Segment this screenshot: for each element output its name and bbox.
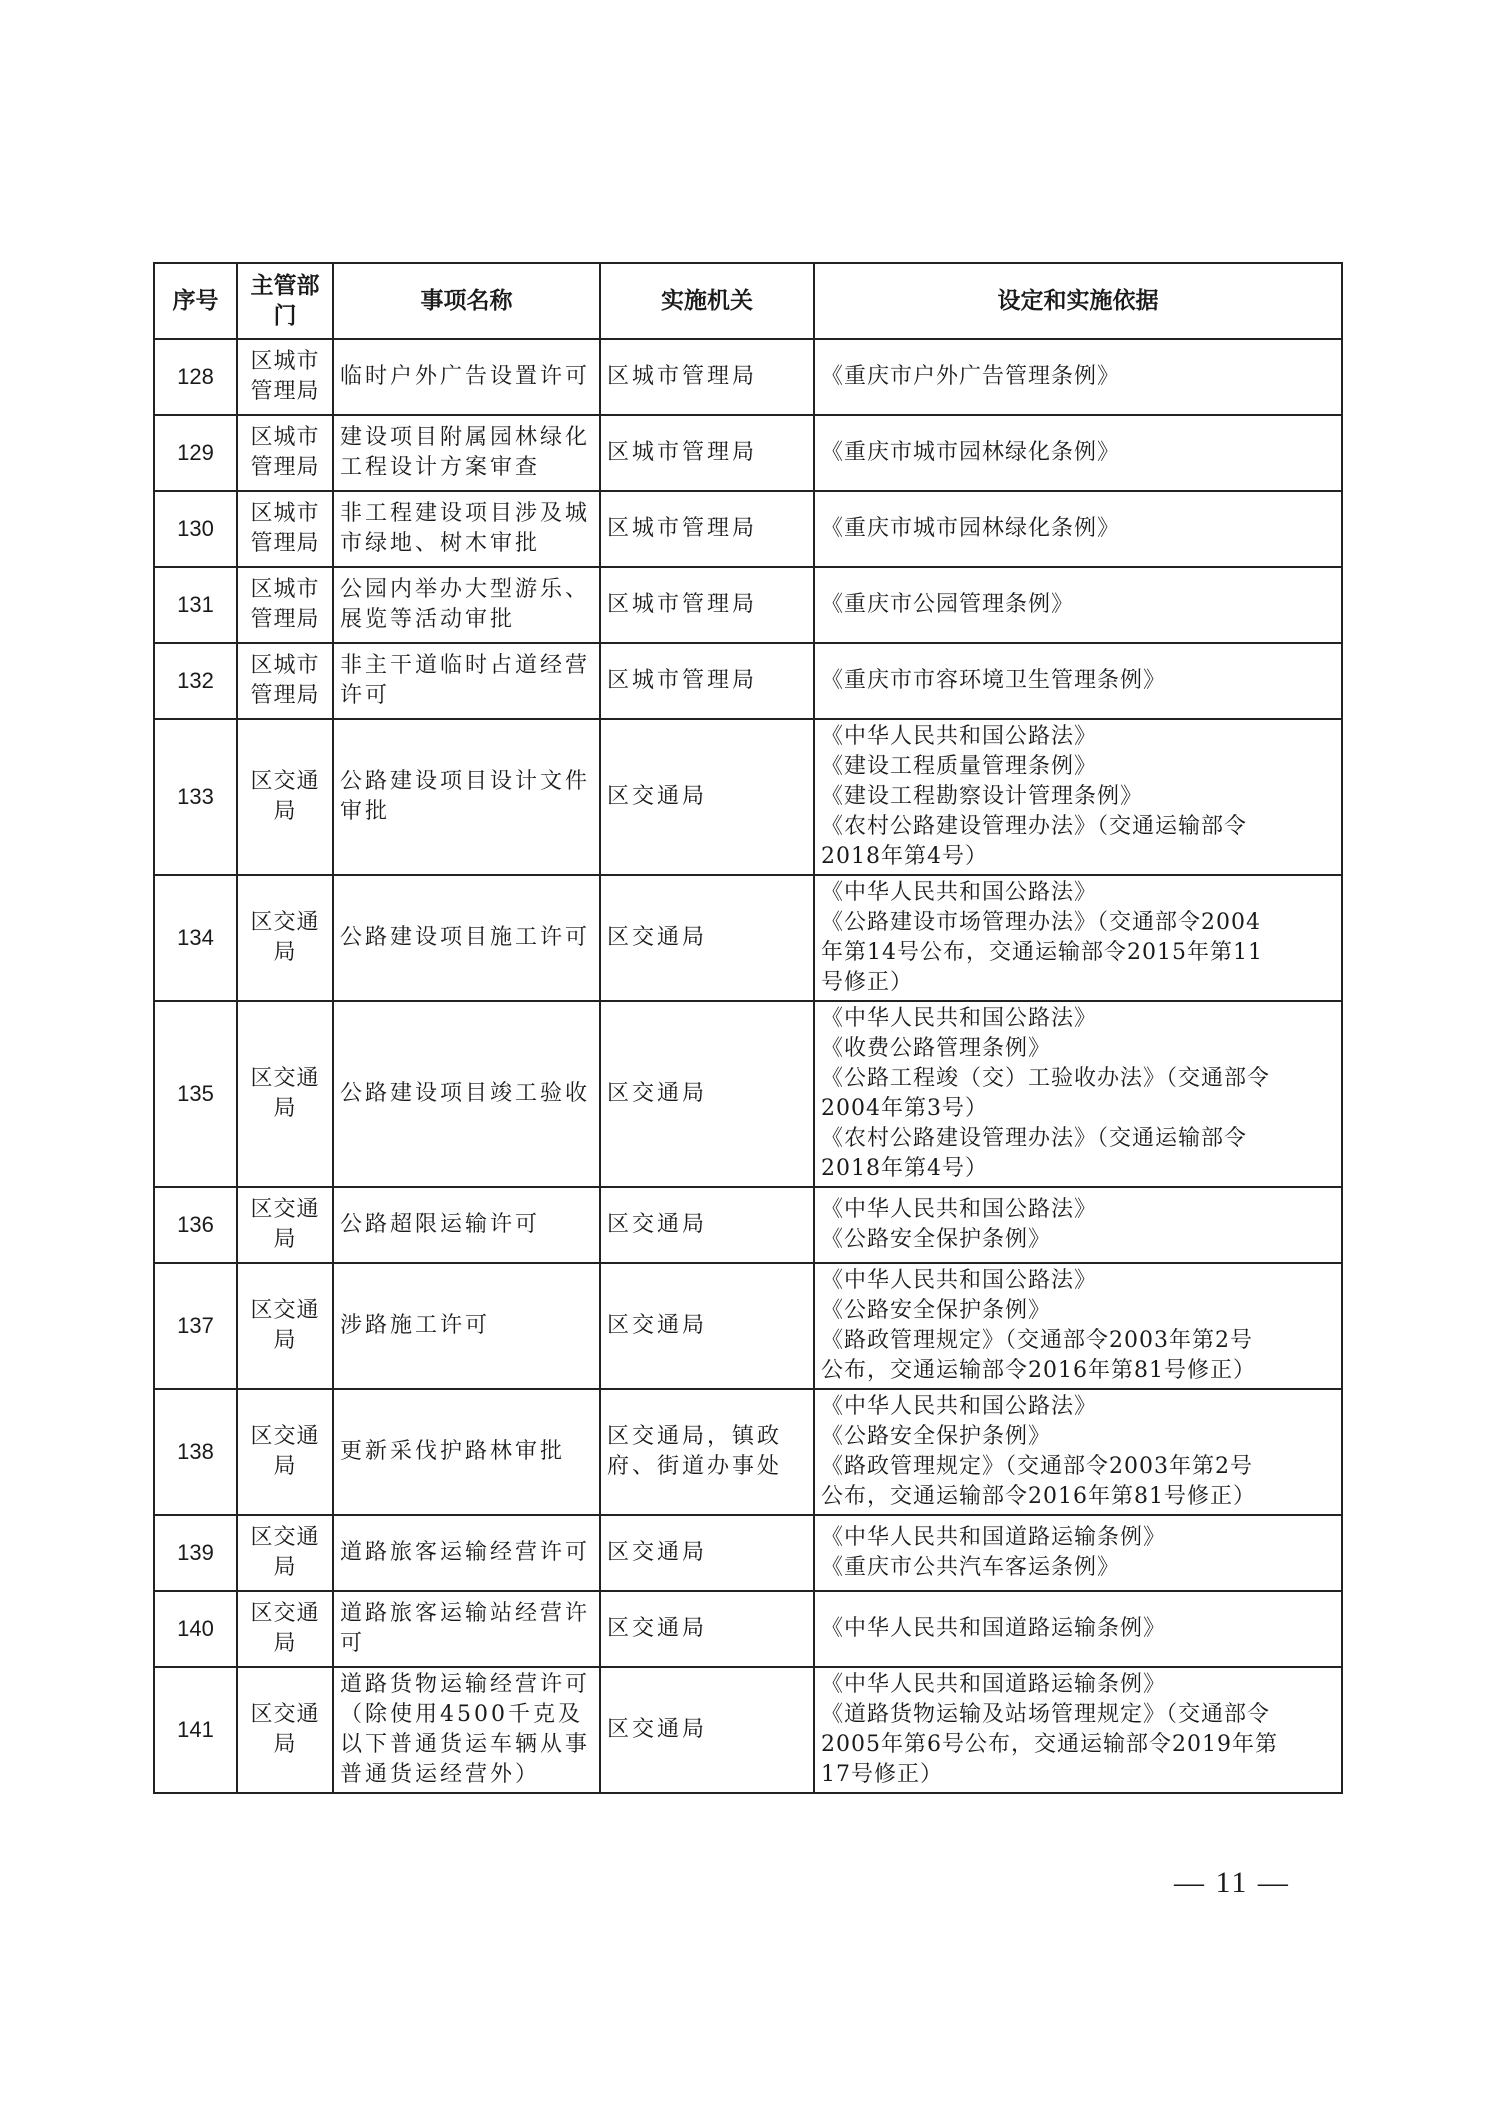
header-agency: 实施机关 <box>600 263 814 339</box>
basis-line: 号修正） <box>821 970 914 995</box>
basis-line: 《中华人民共和国公路法》 <box>821 1268 1098 1293</box>
row-number: 132 <box>154 643 237 719</box>
table-row <box>154 719 1342 875</box>
row-agency: 区交通局 <box>600 1187 814 1263</box>
row-number: 131 <box>154 567 237 643</box>
row-number: 129 <box>154 415 237 491</box>
basis-line: 《重庆市城市园林绿化条例》 <box>821 440 1121 465</box>
row-basis <box>814 1263 1342 1389</box>
row-number: 137 <box>154 1263 237 1389</box>
table-row <box>154 1667 1342 1793</box>
basis-line: 《公路建设市场管理办法》（交通部令2004 <box>821 910 1261 935</box>
table-row <box>154 567 1342 643</box>
row-department: 区交通局 <box>237 1591 333 1667</box>
row-number: 139 <box>154 1515 237 1591</box>
table-row <box>154 1591 1342 1667</box>
row-basis <box>814 415 1342 491</box>
basis-line: 《中华人民共和国公路法》 <box>821 880 1098 905</box>
basis-line: 《公路工程竣（交）工验收办法》（交通部令 <box>821 1066 1271 1091</box>
row-basis <box>814 1515 1342 1591</box>
table-row <box>154 875 1342 1001</box>
table-row <box>154 1001 1342 1187</box>
row-department: 区交通局 <box>237 1187 333 1263</box>
basis-line: 公布，交通运输部令2016年第81号修正） <box>821 1358 1256 1383</box>
header-basis: 设定和实施依据 <box>814 263 1342 339</box>
basis-line: 2005年第6号公布，交通运输部令2019年第 <box>821 1732 1278 1757</box>
row-agency: 区交通局 <box>600 1001 814 1187</box>
basis-line: 《重庆市城市园林绿化条例》 <box>821 516 1121 541</box>
basis-line: 《建设工程质量管理条例》 <box>821 754 1098 779</box>
basis-line: 《公路安全保护条例》 <box>821 1424 1052 1449</box>
row-number: 128 <box>154 339 237 415</box>
row-item-name: 涉路施工许可 <box>333 1263 600 1389</box>
basis-line: 《中华人民共和国公路法》 <box>821 1197 1098 1222</box>
table-row <box>154 643 1342 719</box>
basis-line: 《道路货物运输及站场管理规定》（交通部令 <box>821 1702 1271 1727</box>
row-basis <box>814 719 1342 875</box>
row-agency: 区城市管理局 <box>600 491 814 567</box>
row-item-name: 非主干道临时占道经营许可 <box>333 643 600 719</box>
row-number: 135 <box>154 1001 237 1187</box>
table-row <box>154 1263 1342 1389</box>
row-department: 区交通局 <box>237 719 333 875</box>
row-number: 140 <box>154 1591 237 1667</box>
row-item-name: 公路超限运输许可 <box>333 1187 600 1263</box>
row-department: 区交通局 <box>237 1389 333 1515</box>
row-basis <box>814 1389 1342 1515</box>
row-basis <box>814 567 1342 643</box>
basis-line: 公布，交通运输部令2016年第81号修正） <box>821 1484 1256 1509</box>
basis-line: 《建设工程勘察设计管理条例》 <box>821 784 1144 809</box>
basis-line: 《中华人民共和国道路运输条例》 <box>821 1616 1167 1641</box>
basis-line: 《农村公路建设管理办法》（交通运输部令 <box>821 814 1248 839</box>
basis-line: 2004年第3号） <box>821 1096 988 1121</box>
row-agency: 区城市管理局 <box>600 567 814 643</box>
row-agency: 区交通局 <box>600 1667 814 1793</box>
basis-line: 《收费公路管理条例》 <box>821 1036 1052 1061</box>
row-number: 134 <box>154 875 237 1001</box>
row-number: 138 <box>154 1389 237 1515</box>
row-basis <box>814 1667 1342 1793</box>
row-number: 136 <box>154 1187 237 1263</box>
row-department: 区交通局 <box>237 1515 333 1591</box>
basis-line: 《重庆市公园管理条例》 <box>821 592 1075 617</box>
basis-line: 《中华人民共和国公路法》 <box>821 1006 1098 1031</box>
item-table <box>153 262 1343 1794</box>
row-agency: 区城市管理局 <box>600 339 814 415</box>
header-row <box>154 263 1342 339</box>
basis-line: 《中华人民共和国公路法》 <box>821 724 1098 749</box>
row-item-name: 道路旅客运输经营许可 <box>333 1515 600 1591</box>
row-basis <box>814 1187 1342 1263</box>
basis-line: 《路政管理规定》（交通部令2003年第2号 <box>821 1328 1253 1353</box>
row-number: 130 <box>154 491 237 567</box>
table-body <box>154 339 1342 1793</box>
row-item-name: 公路建设项目竣工验收 <box>333 1001 600 1187</box>
row-basis <box>814 643 1342 719</box>
basis-line: 2018年第4号） <box>821 844 988 869</box>
page-number: — 11 — <box>1174 1866 1290 1899</box>
row-agency: 区交通局 <box>600 1591 814 1667</box>
row-number: 133 <box>154 719 237 875</box>
row-department: 区城市管理局 <box>237 643 333 719</box>
table-row <box>154 415 1342 491</box>
row-agency: 区交通局 <box>600 1263 814 1389</box>
header-num: 序号 <box>154 263 237 339</box>
row-basis <box>814 491 1342 567</box>
basis-line: 《中华人民共和国道路运输条例》 <box>821 1525 1167 1550</box>
row-item-name: 道路旅客运输站经营许可 <box>333 1591 600 1667</box>
header-item: 事项名称 <box>333 263 600 339</box>
table-row <box>154 339 1342 415</box>
row-agency: 区交通局 <box>600 1515 814 1591</box>
row-agency: 区交通局 <box>600 719 814 875</box>
row-department: 区城市管理局 <box>237 339 333 415</box>
basis-line: 《重庆市市容环境卫生管理条例》 <box>821 668 1167 693</box>
row-department: 区交通局 <box>237 875 333 1001</box>
row-item-name: 道路货物运输经营许可（除使用4500千克及以下普通货运车辆从事普通货运经营外） <box>333 1667 600 1793</box>
row-item-name: 建设项目附属园林绿化工程设计方案审查 <box>333 415 600 491</box>
row-department: 区交通局 <box>237 1263 333 1389</box>
row-item-name: 临时户外广告设置许可 <box>333 339 600 415</box>
basis-line: 年第14号公布，交通运输部令2015年第11 <box>821 940 1263 965</box>
row-agency: 区交通局，镇政府、街道办事处 <box>600 1389 814 1515</box>
basis-line: 2018年第4号） <box>821 1156 988 1181</box>
basis-line: 《公路安全保护条例》 <box>821 1227 1052 1252</box>
row-basis <box>814 1001 1342 1187</box>
basis-line: 《中华人民共和国道路运输条例》 <box>821 1672 1167 1697</box>
row-item-name: 公路建设项目设计文件审批 <box>333 719 600 875</box>
row-item-name: 公园内举办大型游乐、展览等活动审批 <box>333 567 600 643</box>
row-agency: 区交通局 <box>600 875 814 1001</box>
row-item-name: 公路建设项目施工许可 <box>333 875 600 1001</box>
table-row <box>154 491 1342 567</box>
row-department: 区交通局 <box>237 1667 333 1793</box>
basis-line: 《公路安全保护条例》 <box>821 1298 1052 1323</box>
basis-line: 《重庆市公共汽车客运条例》 <box>821 1555 1121 1580</box>
row-department: 区城市管理局 <box>237 491 333 567</box>
table-row <box>154 1515 1342 1591</box>
basis-line: 《农村公路建设管理办法》（交通运输部令 <box>821 1126 1248 1151</box>
basis-line: 17号修正） <box>821 1762 943 1787</box>
row-basis <box>814 875 1342 1001</box>
row-department: 区交通局 <box>237 1001 333 1187</box>
row-agency: 区城市管理局 <box>600 415 814 491</box>
row-item-name: 更新采伐护路林审批 <box>333 1389 600 1515</box>
row-basis <box>814 339 1342 415</box>
header-dept: 主管部门 <box>237 263 333 339</box>
basis-line: 《中华人民共和国公路法》 <box>821 1394 1098 1419</box>
row-basis <box>814 1591 1342 1667</box>
row-agency: 区城市管理局 <box>600 643 814 719</box>
table-row <box>154 1389 1342 1515</box>
basis-line: 《重庆市户外广告管理条例》 <box>821 364 1121 389</box>
row-department: 区城市管理局 <box>237 415 333 491</box>
row-number: 141 <box>154 1667 237 1793</box>
table-row <box>154 1187 1342 1263</box>
row-department: 区城市管理局 <box>237 567 333 643</box>
row-item-name: 非工程建设项目涉及城市绿地、树木审批 <box>333 491 600 567</box>
basis-line: 《路政管理规定》（交通部令2003年第2号 <box>821 1454 1253 1479</box>
